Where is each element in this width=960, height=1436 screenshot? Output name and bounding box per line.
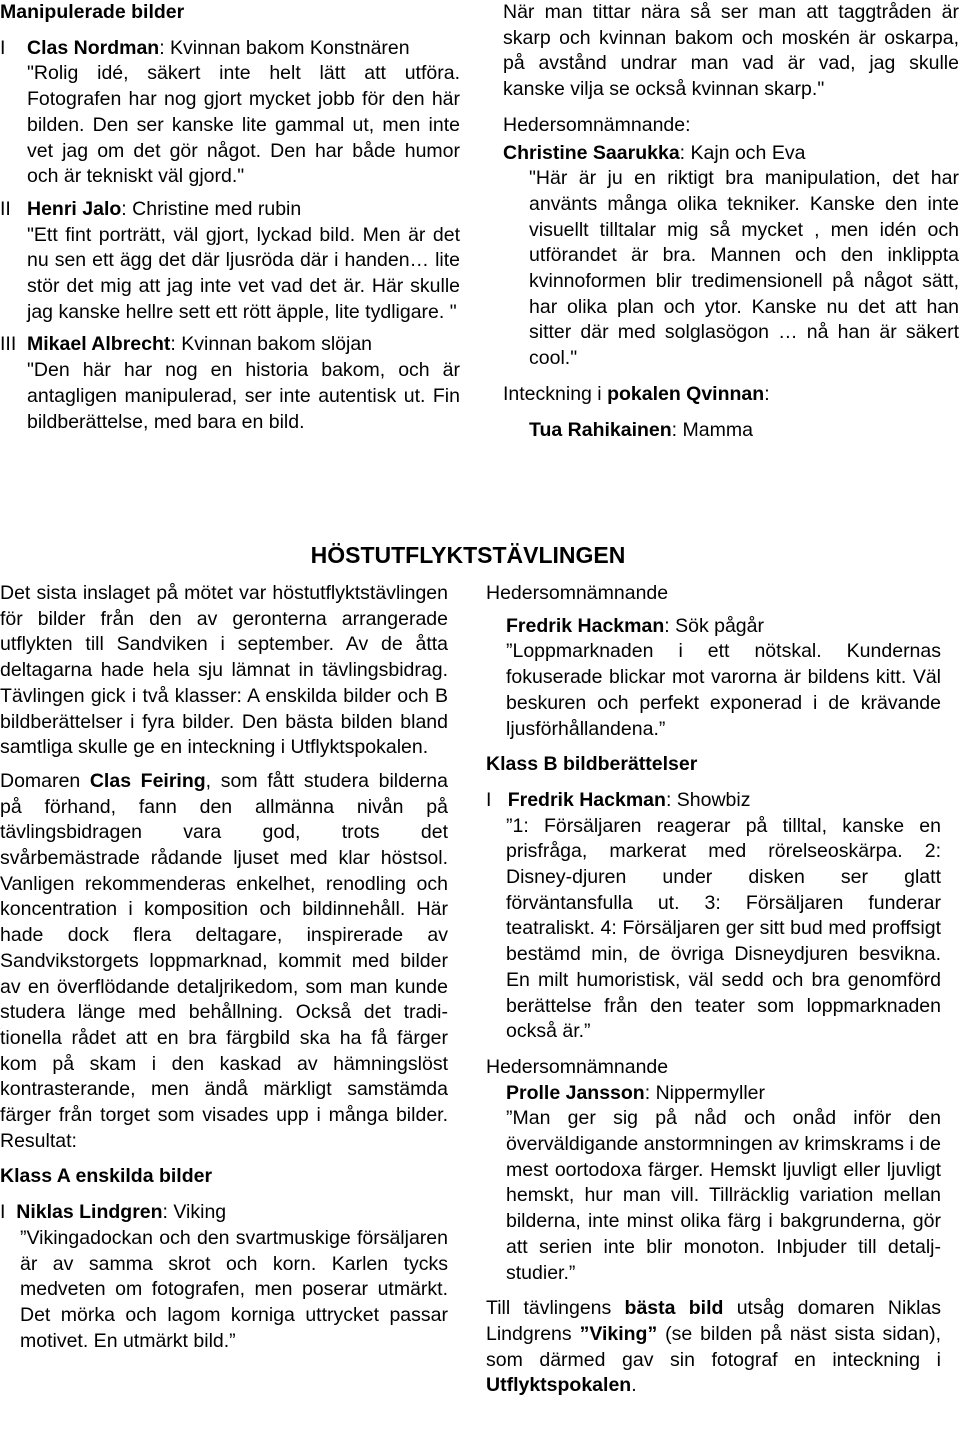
rank-label: I (486, 788, 492, 811)
best-photo-title: ”Viking” (579, 1322, 658, 1345)
pokal-text-end: : (764, 382, 770, 405)
jury-comment-continued: När man tittar nära så ser man att taggtråden är skarp och kvinnan bakom och moskén är oskarpa, på avstånd undrar man vad är vad, jag skulle kanske vilja se också kvinnan skarp." (503, 1, 959, 101)
section-heading-hostutflykt: HÖSTUTFLYKTSTÄVLINGEN (310, 542, 626, 568)
photo-title: Mamma (682, 418, 753, 441)
jury-comment: ”1: Försäljaren reagerar på tilltal, kanske en prisfråga, markerat med rörelseoskärpa. 2: Disney-djuren under disken ser glatt förväntansfulla ut. 3: Försäljaren funderar teatraliskt. 4: Försäljaren ger sitt bud med proffsigt bestämd min, de övriga Disneydjuren besvikna. En milt humoristisk, väl sedd och bra genomförd berättelse från den teater som loppmarknaden också är.” (506, 814, 941, 1043)
jury-paragraph (0, 769, 448, 1155)
photographer-name: Prolle Jansson (506, 1081, 645, 1104)
photographer-name: Fredrik Hackman (506, 614, 665, 637)
pokal-winner: Tua Rahikainen: Mamma (529, 418, 753, 441)
honorable-label: Hedersomnämnande (486, 1055, 669, 1078)
column-top-right (503, 0, 959, 443)
entry-1 (0, 36, 460, 190)
pokal-name: pokalen Qvinnan (607, 382, 765, 405)
entry-heading: Henri Jalo: Christine med rubin (27, 197, 302, 220)
photo-title: Kvinnan bakom slöjan (181, 333, 373, 356)
jury-text: Domaren (0, 769, 90, 792)
pokal-name: Utflyktspokalen (486, 1374, 632, 1397)
rank-label: I (0, 36, 6, 59)
jury-comment: ”Man ger sig på nåd och onåd inför den överväldigande anstormningen av krimskrams i de mest oortodoxa färger. Hemskt ljuvligt eller ljuvligt hemskt, hur man vill. Tillräcklig variation mellan bilderna, inte minst olika färg i bakgrunderna, gör att serien inte blir monoton. Inbjuder till detaljstudier.” (506, 1107, 941, 1284)
column-top-left (0, 0, 460, 435)
class-b-first-heading: I Fredrik Hackman: Showbiz (486, 788, 751, 811)
rank-label: I (0, 1201, 6, 1224)
column-bottom-left (0, 581, 448, 1354)
intro-paragraph: Det sista inslaget på mötet var höstutflyktstävlingen för bilder från den av geronterna arrangerade utflykten till Sandviken i september. Av de åtta deltagarna hade hela sju lämnat in tävlingsbidrag. Tävlingen gick i två klasser: A enskilda bilder och B bildberättelser i fyra bilder. Den bästa bilden bland samtliga skulle ge en inteckning i Utflyktspokalen. (0, 582, 448, 759)
best-text: (se bilden på näst sista sidan), som därmed gav sin fotograf en inteckning i (486, 1322, 941, 1371)
class-a-first-heading: I Niklas Lindgren: Viking (0, 1201, 227, 1224)
photographer-name: Henri Jalo (27, 197, 122, 220)
photo-title: Sök pågår (675, 614, 764, 637)
column-bottom-right (486, 581, 941, 1399)
jury-text-rest: , som fått studera bilderna på förhand, fann den allmänna nivån på tävlingsbidragen vara god, trots det svårbemästrade rådande ljuset med klar höstsol. Vanligen rekommenderas enkelhet, renodling och koncentration i komposition och bildinnehåll. Här hade dock flera deltagare, inspirerade av Sandvikstorgets loppmarknad, kommit med bilder av en överflödande detaljrikedom, som man kunde studera länge med behållning. Också det traditionella rådet att en bra färgbild ska ha få färger kom på skam i den kaskad av hämningslöst kontrasterande, men ändå märkligt samstämda färger från torget som visades upp i många bilder. Resultat: (0, 769, 448, 1152)
photographer-name: Clas Nordman (27, 36, 160, 59)
photo-title: Viking (173, 1201, 227, 1224)
jury-comment: ”Vikingadockan och den svartmuskige försäljaren är av samma skrot och korn. Karlen tycks medveten om fotografen, men poserar utmärkt. Det mörka och lagom korniga uttrycket passar motivet. En utmärkt bild.” (20, 1226, 448, 1352)
best-text: utsåg domaren Niklas Lindgrens (486, 1297, 941, 1345)
best-text: Till tävlingens (486, 1297, 625, 1320)
class-a-heading: Klass A enskilda bilder (0, 1165, 213, 1188)
judge-name: Clas Feiring (89, 769, 206, 792)
jury-comment: "Här är ju en riktigt bra manipulation, det har använts många olika tekniker. Kanske den inte visuellt tilltalar mig så mycket , men idén och utförandet är bra. Mannen och den inklippta kvinnoformen blir tredimensionell på något sätt, har olika plan och ytor. Kanske nu det att han sitter där med solglasögon … nå han är säkert cool." (529, 167, 959, 370)
photo-title: Nippermyller (655, 1081, 766, 1104)
pokal-line (503, 382, 959, 408)
photo-title: Kvinnan bakom Konstnären (170, 36, 410, 59)
photo-title: Showbiz (676, 788, 751, 811)
photographer-name: Niklas Lindgren (16, 1201, 163, 1224)
entry-3 (0, 332, 460, 435)
photographer-name: Mikael Albrecht (27, 333, 171, 356)
entry-heading: Mikael Albrecht: Kvinnan bakom slöjan (27, 333, 373, 356)
photo-title: Kajn och Eva (690, 141, 806, 164)
honorable-heading: Prolle Jansson: Nippermyller (506, 1081, 766, 1104)
honorable-label: Hedersomnämnande (486, 582, 669, 604)
honorable-label: Hedersomnämnande: (503, 113, 691, 136)
best-photo-paragraph (486, 1296, 941, 1399)
entry-heading: Clas Nordman: Kvinnan bakom Konstnären (27, 36, 410, 59)
best-text-end: . (631, 1374, 637, 1397)
class-b-heading: Klass B bildberättelser (486, 753, 698, 776)
rank-label: II (0, 197, 11, 220)
honorable-heading: Christine Saarukka: Kajn och Eva (503, 141, 806, 164)
jury-comment: "Ett fint porträtt, väl gjort, lyckad bild. Men är det nu sen ett ägg det där ljusröda där i handen… lite stör det mig att jag inte vet vad det är. Här skulle jag kanske hellre sett ett rött äpple, lite tydligare. " (27, 223, 460, 323)
honorable-heading: Fredrik Hackman: Sök pågår (506, 614, 764, 637)
jury-comment: "Den här har nog en historia bakom, och är antagligen manipulerad, ser inte autentisk ut. Fin bildberättelse, med bara en bild. (27, 359, 460, 433)
photographer-name: Christine Saarukka (503, 141, 680, 164)
best-label: bästa bild (624, 1297, 724, 1320)
photo-title: Christine med rubin (132, 197, 302, 220)
rank-label: III (0, 333, 17, 356)
jury-comment: "Rolig idé, säkert inte helt lätt att utföra. Fotografen har nog gjort mycket jobb för den här bilden. Den ser kanske lite gammal ut, men inte vet jag om det gör något. Den har både humor och är tekniskt väl gjord." (27, 62, 460, 188)
photographer-name: Tua Rahikainen (529, 418, 672, 441)
jury-comment: ”Loppmarknaden i ett nötskal. Kundernas fokuserade blickar mot varorna är bildens kitt. Väl beskuren och perfekt exponerad i de krävande ljusförhållandena.” (506, 640, 941, 740)
pokal-text: Inteckning i (503, 382, 608, 405)
section-title: Manipulerade bilder (0, 1, 185, 23)
entry-2 (0, 197, 460, 326)
photographer-name: Fredrik Hackman (507, 788, 666, 811)
